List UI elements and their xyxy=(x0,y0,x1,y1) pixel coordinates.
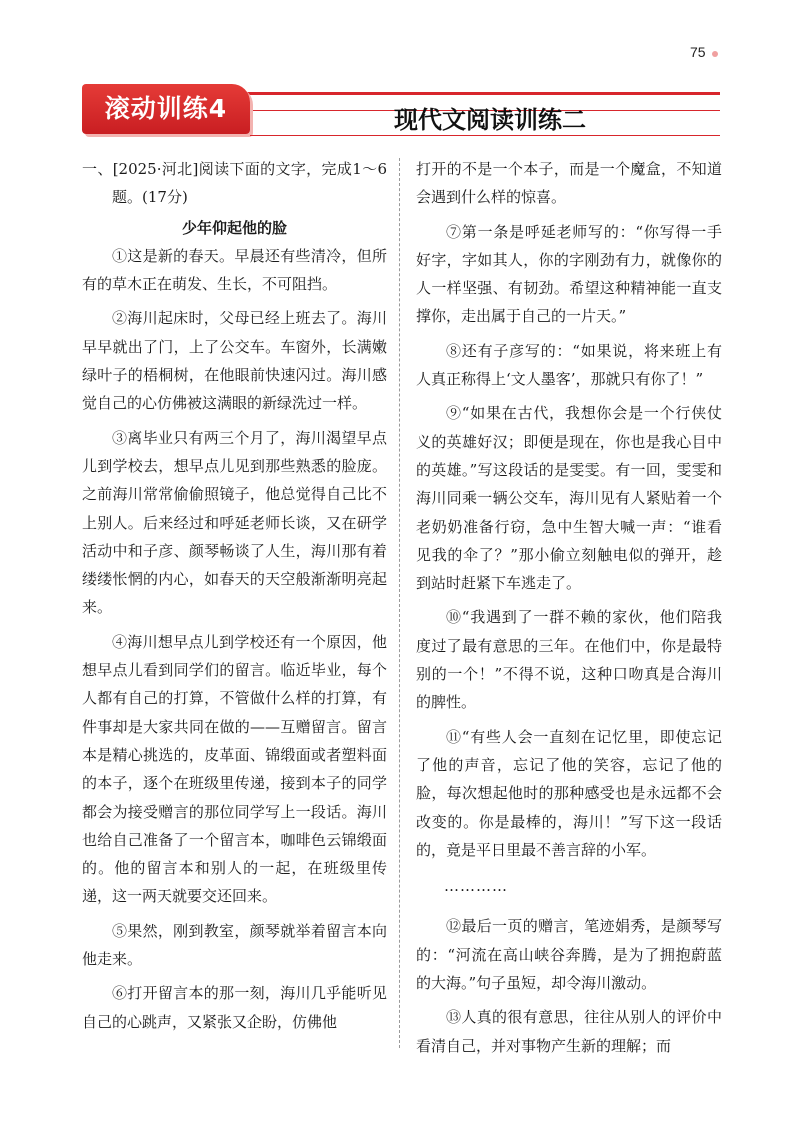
header-top-rule xyxy=(220,92,720,95)
paragraph-6: ⑥打开留言本的那一刻，海川几乎能听见自己的心跳声，又紧张又企盼，仿佛他 xyxy=(82,984,387,1031)
page-number: 75 xyxy=(690,44,706,60)
paragraph-9: ⑨“如果在古代，我想你会是一个行侠仗义的英雄好汉；即便是现在，你也是我心目中的英雄。”写这段话的是雯雯。有一回，雯雯和海川同乘一辆公交车，海川见有人紧贴着一个老奶奶准备行窃，急中生智大喊一声：“谁看见我的伞了？”那小偷立刻触电似的弹开，趁到站时赶紧下车逃走了。 xyxy=(416,404,722,593)
section-badge: 滚动训练4 xyxy=(82,84,250,134)
header-bottom-rule xyxy=(250,135,720,136)
story-title: 少年仰起他的脸 xyxy=(181,218,287,237)
paragraph-5: ⑤果然，刚到教室，颜琴就举着留言本向他走来。 xyxy=(82,921,387,969)
paragraph-1: ①这是新的春天。早晨还有些清冷，但所有的草木正在萌发、生长，不可阻挡。 xyxy=(82,246,387,294)
question-intro: 一、[2025·河北]阅读下面的文字，完成1～6题。(17分) xyxy=(82,160,387,207)
paragraph-2: ②海川起床时，父母已经上班去了。海川早早就出了门，上了公交车。车窗外，长满嫩绿叶子的梧桐树，在他眼前快速闪过。海川感觉自己的心仿佛被这满眼的新绿洗过一样。 xyxy=(82,309,387,413)
paragraph-8: ⑧还有子彦写的：“如果说，将来班上有人真正称得上‘文人墨客’，那就只有你了！” xyxy=(416,341,722,389)
paragraph-6-continued: 打开的不是一个本子，而是一个魔盒，不知道会遇到什么样的惊喜。 xyxy=(416,160,722,207)
paragraph-4: ④海川想早点儿到学校还有一个原因，他想早点儿看到同学们的留言。临近毕业，每个人都有自己的打算，不管做什么样的打算，有件事却是大家共同在做的——互赠留言。留言本是精心挑选的，皮革面、锦缎面或者塑料面的本子，逐个在班级里传递，接到本子的同学都会为接受赠言的那位同学写上一段话。海川也给自己准备了一个留言本，咖啡色云锦缎面的。他的留言本和别人的一起，在班级里传递，这一两天就要交还回来。 xyxy=(82,632,387,906)
right-column xyxy=(416,155,722,1060)
paragraph-3: ③离毕业只有两三个月了，海川渴望早点儿到学校去，想早点儿见到那些熟悉的脸庞。之前海川常常偷偷照镜子，他总觉得自己比不上别人。后来经过和呼延老师长谈，又在研学活动中和子彦、颜琴畅谈了人生，海川那有着缕缕怅惘的内心，如春天的天空般渐渐明亮起来。 xyxy=(82,428,387,617)
left-column xyxy=(82,155,387,1036)
paragraph-10: ⑩“我遇到了一群不赖的家伙，他们陪我度过了最有意思的三年。在他们中，你是最特别的一个！”不得不说，这种口吻真是合海川的脾性。 xyxy=(416,608,722,712)
paragraph-7: ⑦第一条是呼延老师写的：“你写得一手好字，字如其人，你的字刚劲有力，就像你的人一样坚强、有韧劲。希望这种精神能一直支撑你，走出属于自己的一片天。” xyxy=(416,222,722,326)
omission-ellipsis: ………… xyxy=(444,877,508,896)
paragraph-13: ⑬人真的很有意思，往往从别人的评价中看清自己，并对事物产生新的理解；而 xyxy=(416,1008,722,1055)
page-title: 现代文阅读训练二 xyxy=(394,106,586,134)
page-dot-ornament xyxy=(712,51,718,57)
column-divider xyxy=(399,158,400,1048)
paragraph-11: ⑪“有些人会一直刻在记忆里，即使忘记了他的声音，忘记了他的笑容，忘记了他的脸，每次想起他时的那种感受也是永远都不会改变的。你是最棒的，海川！”写下这一段话的，竟是平日里最不善言辞的小军。 xyxy=(416,727,722,859)
paragraph-12: ⑫最后一页的赠言，笔迹娟秀，是颜琴写的：“河流在高山峡谷奔腾，是为了拥抱蔚蓝的大海。”句子虽短，却令海川激动。 xyxy=(416,917,722,993)
